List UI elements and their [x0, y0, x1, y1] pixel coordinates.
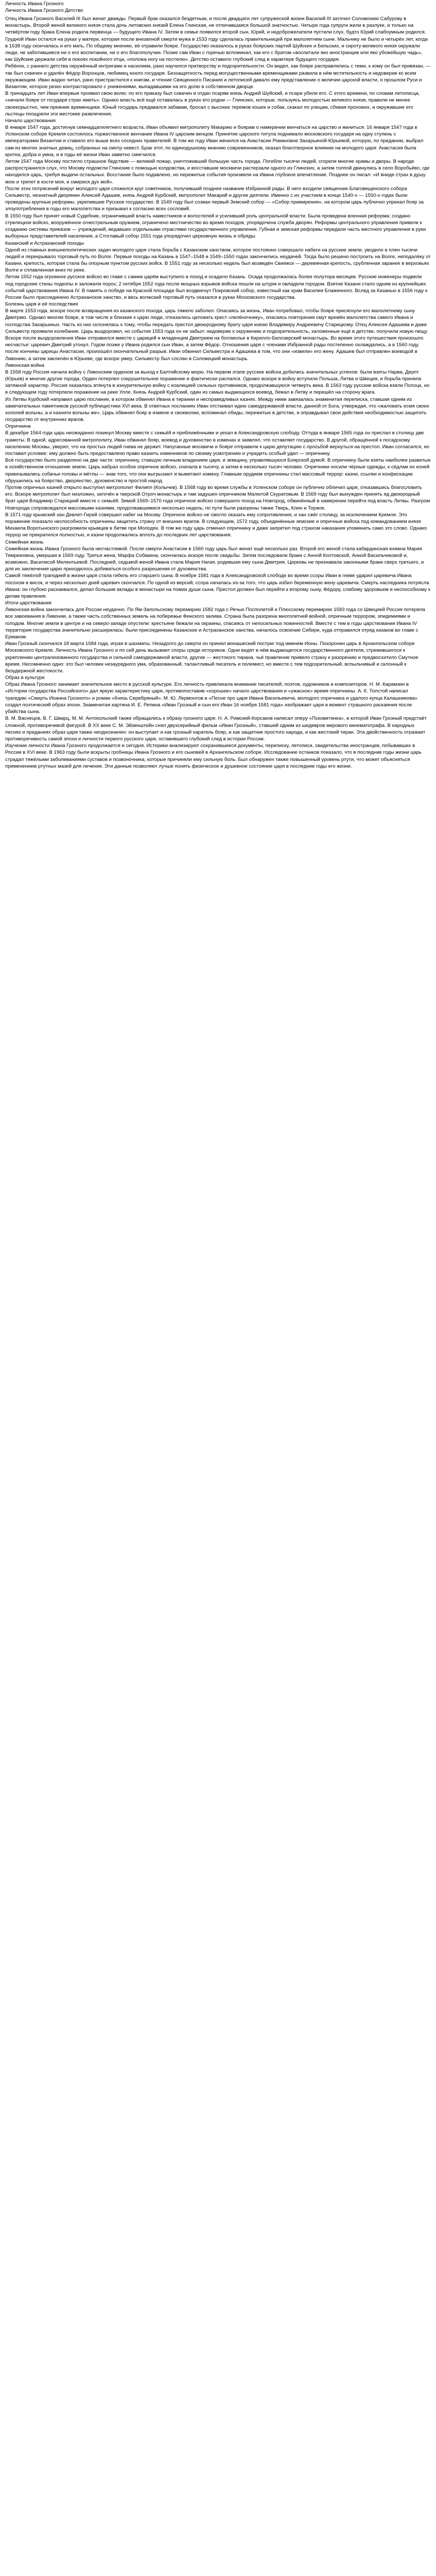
paragraph: В марте 1553 года, вскоре после возвращения из казанского похода, царь тяжело заболел. Опасаясь за жизнь, Иван потребовал, чтобы бояре присягнули его малолетнему сыну Дмитрию. Однако многие бояре, в том числе и близкие к царю люди, отказались целовать крест «пелёночнику», опасаясь повторения смут времён малолетства самого Ивана и господства Захарьиных. Часть из них склонялась к тому, чтобы передать престол двоюродному брату царя князю Владимиру Андреевичу Старицкому. Отец Алексея Адашева и даже Сильвестр проявили колебание. Царь выздоровел, но события 1553 года он не забыл: недоверие к окружению и подозрительность, заложенные ещё в детстве, получили новую пищу. [5, 308, 428, 334]
paragraph: Самой тяжёлой трагедией в жизни царя стала гибель его старшего сына. В ноябре 1581 года в Александровской слободе во время ссоры Иван в гневе ударил царевича Ивана посохом в висок, и через несколько дней царевич скончался. По одной из версий, ссора началась из-за того, что царь избил беременную жену царевича. Смерть наследника потрясла Ивана: он глубоко раскаивался, делал большие вклады в монастыри на помин души сына. Престол должен был перейти к второму сыну, Фёдору, слабому здоровьем и неспособному к делам правления. [5, 573, 431, 600]
section-heading: Опричнина [5, 423, 31, 430]
section-heading: Семейная жизнь [5, 539, 44, 545]
paragraph: Ливонская война закончилась для России неудачно. По Ям-Запольскому перемирию 1582 года с Речью Посполитой и Плюсскому перемирию 1583 года со Швецией Россия потеряла все завоевания в Ливонии, а также часть собственных земель на побережье Финского залива. Страна была разорена многолетней войной, опричным террором, эпидемиями и голодом. Многие земли в центре и на северо-западе опустели: крестьяне бежали на окраины, спасаясь от непосильных повинностей. Вместе с тем в годы царствования Ивана IV территория государства значительно расширилась: были присоединены Казанское и Астраханское ханства, началось освоение Сибири, куда отправился отряд казаков во главе с Ермаком. [5, 607, 425, 640]
paragraph: Вскоре после выздоровления Иван отправился вместе с царицей и младенцем Дмитрием на богомолье в Кирилло-Белозерский монастырь. Во время этого путешествия произошло несчастье: царевич Дмитрий утонул. Годом позже у Ивана родился сын Иван, а затем Фёдор. Отношения царя с членами Избранной рады постепенно охлаждались, а в 1560 году, после кончины царицы Анастасии, произошёл окончательный разрыв. Иван обвинил Сильвестра и Адашева в том, что они «извели» его жену. Адашев был отправлен воеводой в Ливонию, а затем заключён в Юрьеве, где вскоре умер; Сильвестр был сослан в Соловецкий монастырь. [5, 335, 424, 362]
paragraph: Образ Ивана Грозного занимает значительное место в русской культуре. Его личность привлекала внимание писателей, поэтов, художников и композиторов. Н. М. Карамзин в «Истории государства Российского» дал яркую характеристику царя, противопоставив «хорошее» начало царствования и «ужасное» время опричнины. А. К. Толстой написал трагедию «Смерть Иоанна Грозного» и роман «Князь Серебряный». М. Ю. Лермонтов в «Песне про царя Ивана Васильевича, молодого опричника и удалого купца Калашникова» создал поэтический образ эпохи. Знаменитая картина И. Е. Репина «Иван Грозный и сын его Иван 16 ноября 1581 года» изображает царя в момент страшного раскаяния после убийства сына. [5, 682, 418, 715]
paragraph: После этих потрясений вокруг молодого царя сложился круг советников, получивший позднее название Избранной рады. В него входили священник Благовещенского собора Сильвестр, незнатный дворянин Алексей Адашев, князь Андрей Курбский, митрополит Макарий и другие деятели. Именно с их участием в конце 1540-х — 1550-х годах были проведены крупные реформы, укрепившие Русское государство. В 1549 году был созван первый Земский собор — «Собор примирения», на котором царь публично упрекал бояр за злоупотребления в годы его малолетства и призывал к согласию всех сословий. [5, 185, 424, 212]
paragraph: Ребёнок, с раннего детства окружённый интригами и насилием, рано научился притворству и подозрительности. Он видел, как бояре расправлялись с теми, к кому он был привязан, — так был схвачен и удалён Фёдор Воронцов, любимец юного государя. Беззащитность перед могущественными временщиками развила в нём мстительность и недоверие ко всем окружающим. Иван жадно читал, рано пристрастился к книгам, и чтение Священного Писания и летописей давало ему представление о величии царской власти, о прошлом Руси и Византии, которое резко контрастировало с унижениями, выпадавшими на его долю в собственном дворце. [5, 63, 431, 90]
section-heading: Образ в культуре [5, 675, 45, 681]
paragraph: В. М. Васнецов, В. Г. Шварц, М. М. Антокольский также обращались к образу грозного царя. Н. А. Римский-Корсаков написал оперу «Псковитянка», в которой Иван Грозный предстаёт сложной, противоречивой фигурой. В XX веке С. М. Эйзенштейн снял двухсерийный фильм «Иван Грозный», ставший одним из шедевров мирового кинематографа. В народных песнях и преданиях образ царя также неоднозначен: он выступает и как грозный каратель бояр, и как защитник простого народа, и как жестокий тиран. Эта двойственность отражает противоречивость самой эпохи и личности первого русского царя, оставившего глубокий след в истории России. [5, 716, 427, 742]
paragraph: Летом 1547 года Москву постигло страшное бедствие — великий пожар, уничтоживший большую часть города. Погибли тысячи людей, сгорели многие храмы и дворы. В народе распространился слух, что Москву подожгли Глинские с помощью колдовства, и восставшие москвичи растерзали одного из Глинских, а затем толпой двинулись в село Воробьёво, где находился царь, требуя выдачи остальных. Восстание было подавлено, но пережитые события произвели на Ивана глубокое впечатление. Позднее он писал: «И вниде страх в душу мою и трепет в кости моя, и смирися дух мой». [5, 159, 430, 185]
section-heading: Начало царствования [5, 118, 56, 124]
section-heading: Болезнь царя и её последствия [5, 301, 78, 308]
paragraph: В тринадцать лет Иван впервые проявил свою волю: по его приказу был схвачен и отдан псарям князь Андрей Шуйский, и псари убили его. С этого времени, по словам летописца, «начали бояре от государя страх иметь». Однако власть всё ещё оставалась в руках его родни — Глинских, которые, пользуясь молодостью великого князя, правили не менее своекорыстно, чем прежние временщики. Юный государь предавался забавам, бросал с высоких теремов кошек и собак, скакал по улицам, сбивая прохожих, и окружавшие его льстецы поощряли эти жестокие развлечения. [5, 91, 420, 117]
section-heading: Ливонская война [5, 362, 44, 368]
section-heading: Итоги царствования [5, 600, 51, 606]
paragraph: В декабре 1564 года царь неожиданно покинул Москву вместе с семьёй и приближёнными и уехал в Александровскую слободу. Оттуда в январе 1565 года он прислал в столицу две грамоты. В одной, адресованной митрополиту, Иван обвинял бояр, воевод и духовенство в изменах и заявлял, что оставляет государство. В другой, обращённой к посадскому населению Москвы, уверял, что на простых людей гнева не держит. Напуганные москвичи и бояре отправили к царю депутацию с просьбой вернуться на престол. Иван согласился, но поставил условие: ему должно быть предоставлено право казнить изменников по своему усмотрению и учредить особый удел — опричнину. [5, 430, 430, 456]
paragraph: В январе 1547 года, достигнув семнадцатилетнего возраста, Иван объявил митрополиту Макарию и боярам о намерении венчаться на царство и жениться. 16 января 1547 года в Успенском соборе Кремля состоялось торжественное венчание Ивана IV царским венцом. Принятие царского титула поднимало московского государя на одну ступень с императорами Византии и ставило его выше всех соседних правителей. В том же году Иван женился на Анастасии Романовне Захарьиной-Юрьевой, которую, по преданию, выбрал сам из многих знатных девиц, собранных на смотр невест. Брак этот, по единодушному мнению современников, оказал благотворное влияние на молодого царя: Анастасия была кротка, добра и умна, и в годы её жизни Иван заметно смягчился. [5, 125, 424, 158]
paragraph: Всё государство было разделено на две части: опричнину, ставшую личным владением царя, и земщину, управлявшуюся Боярской думой. В опричнину были взяты наиболее развитые в хозяйственном отношении земли. Царь набрал особое опричное войско, сначала в тысячу, а затем в несколько тысяч человек. Опричники носили чёрные одежды, к сёдлам их коней привязывались собачьи головы и мётлы — знак того, что они выгрызают и выметают измену. Главным орудием опричнины стал массовый террор: казни, ссылки и конфискации обрушились на боярство, дворянство, духовенство и простой народ. [5, 457, 431, 484]
section-heading: Казанский и Астраханский походы [5, 240, 84, 246]
paragraph: Изучение личности Ивана Грозного продолжается и сегодня. Историки анализируют сохранившиеся документы, переписку, летописи, свидетельства иностранцев, побывавших в России в XVI веке. В 1963 году были вскрыты гробницы Ивана Грозного и его сыновей в Архангельском соборе. Исследование останков показало, что в последние годы жизни царь страдал тяжёлыми заболеваниями суставов и позвоночника, которые причиняли ему сильную боль. Был обнаружен также повышенный уровень ртути, что может объясняться применением ртутных мазей для лечения. Эти данные позволяют лучше понять физическое и душевное состояние царя в последние годы его жизни. [5, 743, 422, 769]
paragraph: В 1550 году был принят новый Судебник, ограничивший власть наместников и волостелей и усиливший роль центральной власти. Была проведена военная реформа: создано стрелецкое войско, вооружённое огнестрельным оружием, ограничено местничество во время походов, упорядочена служба дворян. Реформы центрального управления привели к созданию системы приказов — учреждений, ведавших отдельными отраслями государственного управления. Губная и земская реформы передали часть местного управления в руки выборных представителей населения, а Стоглавый собор 1551 года упорядочил церковную жизнь и обряды. [5, 213, 426, 240]
paragraph: Против опричных казней открыто выступил митрополит Филипп (Колычев). В 1568 году во время службы в Успенском соборе он публично обличил царя, отказавшись благословить его. Вскоре митрополит был низложен, заточён в тверской Отроч монастырь и там задушен опричником Малютой Скуратовым. В 1569 году был вынужден принять яд двоюродный брат царя Владимир Старицкий вместе с семьёй. Зимой 1569–1570 года опричное войско совершило поход на Новгород, обвинённый в намерении перейти под власть Литвы. Разгром Новгорода сопровождался массовыми казнями, продолжавшимися несколько недель; по пути были разорены также Тверь, Клин и Торжок. [5, 485, 430, 511]
paragraph: Из Литвы Курбский направил царю послание, в котором обвинял Ивана в тирании и несправедливых казнях. Между ними завязалась знаменитая переписка, ставшая одним из замечательных памятников русской публицистики XVI века. В ответных посланиях Иван отстаивал идею самодержавной власти, данной от Бога, утверждая, что «жаловать есмя своих холопей вольны, а и казнити вольны же». Царь обвинял бояр в измене и своеволии, вспоминал обиды, пережитые в детстве, и оправдывал свои действия необходимостью защитить государство от внутренних врагов. [5, 396, 429, 423]
paragraph: Одной из главных внешнеполитических задач молодого царя стала борьба с Казанским ханством, которое постоянно совершало набеги на русские земли, уводило в плен тысячи людей и перекрывало торговый путь по Волге. Первые походы на Казань в 1547–1548 и 1549–1550 годах закончились неудачей. Тогда было решено построить на Волге, неподалёку от Казани, крепость, которая стала бы опорным пунктом русских войск. В 1551 году за несколько недель был возведён Свияжск — деревянная крепость, срубленная заранее в верховьях Волги и сплавленная вниз по реке. [5, 247, 431, 274]
document-title: Личность Ивана Грозного [5, 1, 64, 7]
document-body [5, 15, 431, 770]
document-subtitle: Личность Ивана Грозного Детство [5, 8, 83, 13]
paragraph: Отец Ивана Грозного Василий III был женат дважды. Первый брак оказался бездетным, и после двадцати лет супружеской жизни Василий III заточил Соломонию Сабурову в монастырь. Второй женой великого князя стала дочь литовских князей Елена Глинская, не отличавшаяся большой знатностью. Четыре года супруги жили в разлуке, и только на четвёртом году брака Елена родила первенца — будущего Ивана IV. Затем в семье появился второй сын, Юрий, и недоброжелатели пустили слух, будто Юрий слабоумным родился. Грудной Иван остался на руках у матери, которая после внезапной смерти мужа в 1533 году сделалась правительницей при малолетнем сыне. Мальчику не было и четырёх лет, когда в 1538 году скончалась и его мать. По общему мнению, её отравили бояре. Государство оказалось в руках боярских партий Шуйских и Бельских, и сироту-великого князя окружали люди, не заботившиеся ни о его воспитании, ни о его благополучии. Позже сам Иван с горечью вспоминал, как его с братом «воспитали яко иностранцев или яко убожейшую чадь», как Шуйские держали себя в покоях покойного отца, «положа ногу на постелю». Детство оставило глубокий след в характере будущего государя. [5, 16, 428, 63]
paragraph: В 1571 году крымский хан Девлет-Гирей совершил набег на Москву. Опричное войско не смогло оказать ему сопротивления, и хан сжёг столицу, за исключением Кремля. Это поражение показало неспособность опричнины защитить страну от внешних врагов. В следующем, 1572 году, объединённые земские и опричные войска под командованием князя Михаила Воротынского разгромили крымцев в битве при Молодях. В том же году царь отменил опричнину и даже запретил под страхом наказания упоминать само это слово. Однако террор не прекратился полностью, и казни продолжались вплоть до последних лет царствования. [5, 512, 427, 538]
paragraph: Иван Грозный скончался 18 марта 1584 года, играя в шахматы. Незадолго до смерти он принял монашеский постриг под именем Ионы. Похоронен царь в Архангельском соборе Московского Кремля. Личность Ивана Грозного и по сей день вызывает споры среди историков. Одни видят в нём выдающегося государственного деятеля, стремившегося к укреплению централизованного государства и сильной самодержавной власти, другие — жестокого тирана, чьё правление привело страну к разорению и предвосхитило Смутное время. Несомненно одно: это был человек незаурядного ума, образованный, талантливый писатель и полемист, но вместе с тем подозрительный, вспыльчивый и склонный к безудержной жестокости. [5, 641, 418, 674]
paragraph: Летом 1552 года огромное русское войско во главе с самим царём выступило в поход и осадило Казань. Осада продолжалась более полутора месяцев. Русские инженеры подвели под городские стены подкопы и заложили порох; 2 октября 1552 года после мощных взрывов войска пошли на штурм и овладели городом. Взятие Казани стало одним из крупнейших событий царствования Ивана IV. В память о победе на Красной площади был воздвигнут Покровский собор, известный как храм Василия Блаженного. Вслед за Казанью в 1556 году к России было присоединено Астраханское ханство, и весь волжский торговый путь оказался в руках Московского государства. [5, 274, 428, 300]
paragraph: В 1558 году Россия начала войну с Ливонским орденом за выход к Балтийскому морю. На первом этапе русские войска добились значительных успехов: были взяты Нарва, Дерпт (Юрьев) и многие другие города, Орден потерпел сокрушительное поражение и фактически распался. Однако вскоре в войну вступили Польша, Литва и Швеция, и борьба приняла затяжной характер. Россия оказалась втянута в изнурительную войну с коалицией сильных противников, продолжавшуюся четверть века. В 1563 году русские войска взяли Полоцк, но в следующем году потерпели поражение на реке Улле. Князь Андрей Курбский, один из самых выдающихся воевод, бежал в Литву и перешёл на сторону врага. [5, 369, 430, 396]
paragraph: Семейная жизнь Ивана Грозного была несчастливой. После смерти Анастасии в 1560 году царь был женат ещё несколько раз. Второй его женой стала кабардинская княжна Мария Темрюковна, умершая в 1569 году. Третья жена, Марфа Собакина, скончалась вскоре после свадьбы. Затем последовали браки с Анной Колтовской, Анной Васильчиковой и, возможно, Василисой Мелентьевой. Последней, седьмой женой Ивана стала Мария Нагая, родившая ему сына Дмитрия. Церковь не признавала законными браки сверх третьего, и для их заключения царю приходилось добиваться особого разрешения от духовенства. [5, 546, 424, 572]
